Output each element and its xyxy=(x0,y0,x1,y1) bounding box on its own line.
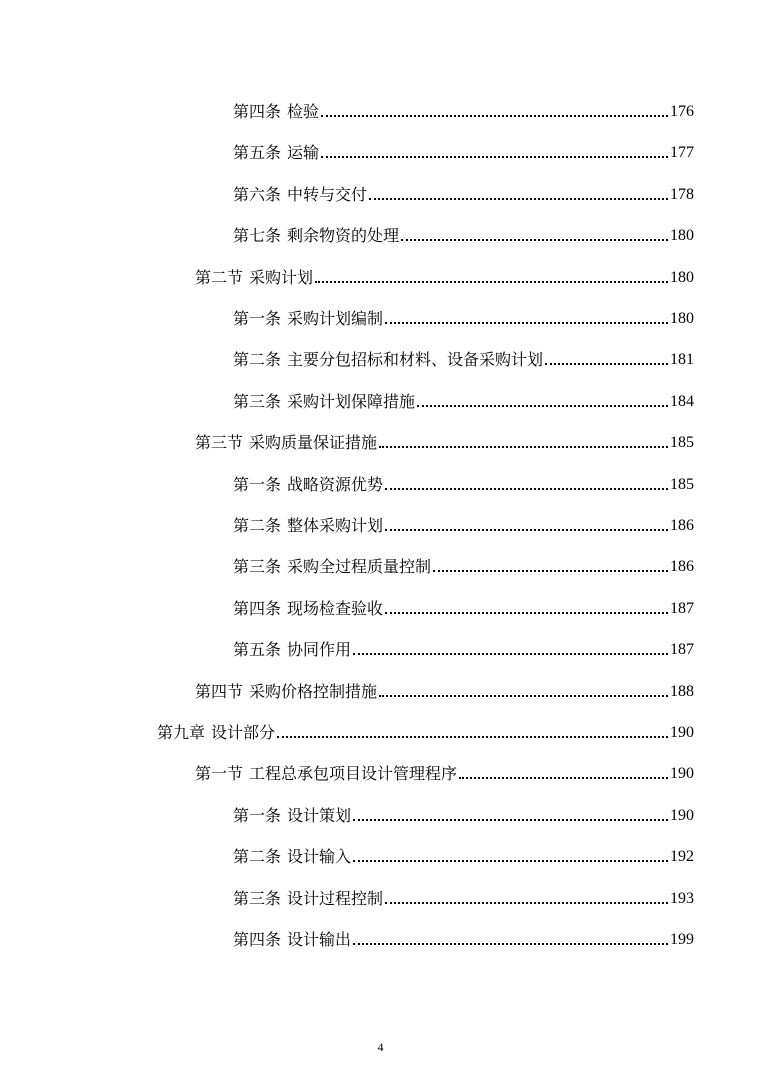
toc-dot-leader xyxy=(545,363,668,365)
toc-entry-page: 184 xyxy=(670,393,694,410)
toc-dot-leader xyxy=(369,198,668,200)
toc-entry-title: 现场检查验收 xyxy=(287,599,384,618)
toc-entry-number: 第九章 xyxy=(157,723,206,742)
toc-dot-leader xyxy=(321,156,668,158)
toc-dot-leader xyxy=(385,902,668,904)
toc-entry-page: 180 xyxy=(670,269,694,286)
toc-entry-number: 第四条 xyxy=(233,102,282,121)
toc-entry-title: 设计过程控制 xyxy=(287,889,384,908)
toc-entry-heading xyxy=(233,350,543,370)
toc-entry-page: 190 xyxy=(670,724,694,741)
toc-entry-number: 第六条 xyxy=(233,185,282,204)
toc-entry[interactable] xyxy=(195,676,694,702)
toc-entry-page: 186 xyxy=(670,517,694,534)
toc-entry-heading xyxy=(233,475,383,495)
toc-entry[interactable] xyxy=(233,303,694,329)
toc-entry-title: 采购计划 xyxy=(249,268,314,287)
toc-entry[interactable] xyxy=(233,386,694,412)
toc-entry-number: 第三条 xyxy=(233,392,282,411)
toc-entry-heading xyxy=(233,309,383,329)
toc-dot-leader xyxy=(385,488,668,490)
toc-entry[interactable] xyxy=(233,220,694,246)
toc-dot-leader xyxy=(385,322,668,324)
toc-entry-title: 采购质量保证措施 xyxy=(249,433,378,452)
toc-entry-title: 工程总承包项目设计管理程序 xyxy=(249,764,458,783)
toc-entry-number: 第四条 xyxy=(233,930,282,949)
toc-entry-title: 中转与交付 xyxy=(287,185,368,204)
toc-entry[interactable] xyxy=(233,593,694,619)
toc-dot-leader xyxy=(315,281,668,283)
toc-entry-heading xyxy=(195,764,457,784)
toc-entry-title: 设计输出 xyxy=(287,930,352,949)
toc-entry-heading xyxy=(195,433,377,453)
toc-entry-title: 设计策划 xyxy=(287,806,352,825)
toc-dot-leader xyxy=(459,777,668,779)
toc-entry-title: 采购全过程质量控制 xyxy=(287,557,432,576)
toc-entry-number: 第三节 xyxy=(195,433,244,452)
toc-entry-page: 190 xyxy=(670,807,694,824)
toc-entry-page: 180 xyxy=(670,227,694,244)
toc-entry[interactable] xyxy=(195,262,694,288)
toc-entry-page: 178 xyxy=(670,186,694,203)
toc-entry-title: 剩余物资的处理 xyxy=(287,226,400,245)
toc-entry-heading xyxy=(233,640,351,660)
toc-entry-title: 采购计划编制 xyxy=(287,309,384,328)
toc-entry-number: 第一条 xyxy=(233,806,282,825)
toc-entry-number: 第二条 xyxy=(233,350,282,369)
toc-dot-leader xyxy=(353,860,668,862)
toc-entry-number: 第一条 xyxy=(233,475,282,494)
toc-entry[interactable] xyxy=(233,551,694,577)
toc-entry-number: 第二节 xyxy=(195,268,244,287)
toc-entry-title: 协同作用 xyxy=(287,640,352,659)
toc-entry-title: 检验 xyxy=(287,102,320,121)
toc-entry-heading xyxy=(233,557,431,577)
toc-entry-number: 第三条 xyxy=(233,889,282,908)
toc-entry[interactable] xyxy=(233,344,694,370)
toc-entry-page: 193 xyxy=(670,890,694,907)
toc-entry-page: 190 xyxy=(670,765,694,782)
toc-entry[interactable] xyxy=(195,758,694,784)
toc-entry-number: 第一条 xyxy=(233,309,282,328)
toc-entry-number: 第二条 xyxy=(233,847,282,866)
toc-entry-heading xyxy=(233,889,383,909)
toc-entry[interactable] xyxy=(157,717,694,743)
toc-dot-leader xyxy=(379,695,668,697)
toc-entry[interactable] xyxy=(233,841,694,867)
toc-entry-number: 第七条 xyxy=(233,226,282,245)
toc-entry-number: 第三条 xyxy=(233,557,282,576)
toc-entry-heading xyxy=(233,806,351,826)
toc-entry[interactable] xyxy=(233,634,694,660)
toc-entry[interactable] xyxy=(195,427,694,453)
toc-dot-leader xyxy=(417,405,668,407)
toc-entry-number: 第四节 xyxy=(195,682,244,701)
toc-dot-leader xyxy=(433,570,668,572)
toc-entry-heading xyxy=(233,930,351,950)
toc-dot-leader xyxy=(353,819,668,821)
toc-dot-leader xyxy=(353,653,668,655)
toc-dot-leader xyxy=(401,239,668,241)
toc-entry-heading xyxy=(233,847,351,867)
toc-entry[interactable] xyxy=(233,96,694,122)
toc-dot-leader xyxy=(379,446,668,448)
toc-entry-page: 185 xyxy=(670,434,694,451)
toc-entry-number: 第五条 xyxy=(233,143,282,162)
toc-entry-page: 188 xyxy=(670,683,694,700)
toc-entry-heading xyxy=(233,102,319,122)
toc-entry-title: 整体采购计划 xyxy=(287,516,384,535)
toc-entry-title: 主要分包招标和材料、设备采购计划 xyxy=(287,350,544,369)
toc-entry-page: 177 xyxy=(670,144,694,161)
toc-entry-number: 第二条 xyxy=(233,516,282,535)
toc-entry-heading xyxy=(233,143,319,163)
toc-entry-heading xyxy=(233,392,415,412)
toc-entry-heading xyxy=(157,723,275,743)
page-number: 4 xyxy=(377,1040,384,1054)
toc-dot-leader xyxy=(385,529,668,531)
toc-entry-heading xyxy=(233,516,383,536)
toc-entry-number: 第一节 xyxy=(195,764,244,783)
toc-dot-leader xyxy=(353,943,668,945)
toc-entry-page: 187 xyxy=(670,641,694,658)
toc-dot-leader xyxy=(321,115,668,117)
toc-entry-page: 181 xyxy=(670,351,694,368)
toc-entry-number: 第五条 xyxy=(233,640,282,659)
toc-entry[interactable] xyxy=(233,510,694,536)
toc-entry-page: 185 xyxy=(670,476,694,493)
toc-entry-page: 186 xyxy=(670,558,694,575)
toc-entry-heading xyxy=(233,226,399,246)
toc-entry[interactable] xyxy=(233,883,694,909)
toc-entry-title: 战略资源优势 xyxy=(287,475,384,494)
toc-entry-page: 187 xyxy=(670,600,694,617)
toc-dot-leader xyxy=(277,736,668,738)
toc-entry-page: 180 xyxy=(670,310,694,327)
toc-entry-title: 设计输入 xyxy=(287,847,352,866)
toc-entry-title: 运输 xyxy=(287,143,320,162)
toc-entry[interactable] xyxy=(233,469,694,495)
toc-entry-title: 采购计划保障措施 xyxy=(287,392,416,411)
toc-entry-heading xyxy=(233,599,383,619)
toc-entry-page: 199 xyxy=(670,931,694,948)
toc-entry-heading xyxy=(233,185,367,205)
toc-dot-leader xyxy=(385,612,668,614)
toc-entry[interactable] xyxy=(233,924,694,950)
toc-entry-page: 192 xyxy=(670,848,694,865)
toc-entry[interactable] xyxy=(233,800,694,826)
toc-entry[interactable] xyxy=(233,179,694,205)
toc-entry-page: 176 xyxy=(670,103,694,120)
toc-entry-title: 采购价格控制措施 xyxy=(249,682,378,701)
toc-entry-heading xyxy=(195,268,313,288)
toc-entry[interactable] xyxy=(233,137,694,163)
toc-entry-number: 第四条 xyxy=(233,599,282,618)
toc-entry-title: 设计部分 xyxy=(211,723,276,742)
toc-entry-heading xyxy=(195,682,377,702)
